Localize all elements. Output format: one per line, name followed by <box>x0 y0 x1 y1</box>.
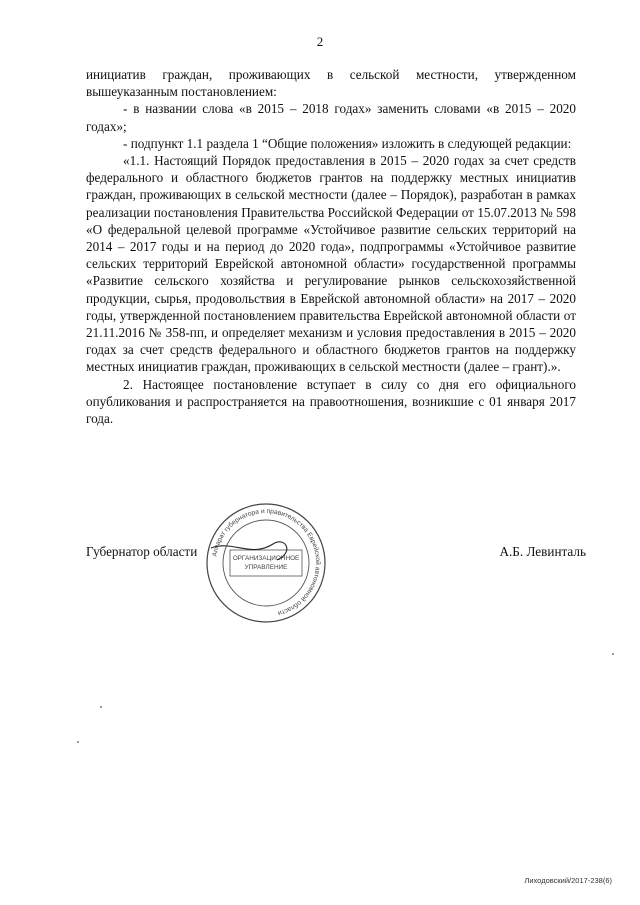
scan-speck <box>612 653 614 655</box>
page-number: 2 <box>316 34 324 49</box>
stamp-center-text: ОРГАНИЗАЦИОННОЕ УПРАВЛЕНИЕ <box>232 555 300 571</box>
paragraph-continuation: инициатив граждан, проживающих в сельской местности, утвержденном вышеуказанным постановлением: <box>86 67 576 100</box>
body-text <box>86 66 576 427</box>
signatory-position: Губернатор области <box>86 544 198 559</box>
paragraph-effective-date: 2. Настоящее постановление вступает в силу со дня его официального опубликования и распространяется на правоотношения, возникшие с 01 января 2017 года. <box>86 376 576 427</box>
paragraph-title-change: - в названии слова «в 2015 – 2018 годах» заменить словами «в 2015 – 2020 годах»; <box>86 101 576 134</box>
stamp-ring-text: Аппарат губернатора и правительства Еврейской автономной области <box>211 507 322 617</box>
document-reference: Лиходовский/2017-238(6) <box>524 876 612 885</box>
paragraph-subsection-change: - подпункт 1.1 раздела 1 “Общие положения» изложить в следующей редакции: <box>123 135 572 151</box>
scan-speck <box>77 741 79 743</box>
official-stamp <box>203 500 329 626</box>
scan-speck <box>100 706 102 708</box>
paragraph-new-wording: «1.1. Настоящий Порядок предоставления в 2015 – 2020 годах за счет средств федерального и областного бюджетов грантов на поддержку местных инициатив граждан, проживающих в сельской местности (далее – Порядок), разработан в рамках реализации постановления Правительства Российской Федерации от 15.07.2013 № 598 «О федеральной целевой программе «Устойчивое развитие сельских территорий на 2014 – 2017 годы и на период до 2020 года», подпрограммы «Устойчивое развитие сельских территорий Еврейской автономной области» государственной программы «Развитие сельского хозяйства и регулирование рынков сельскохозяйственной продукции, сырья, продовольствия в Еврейской автономной области» на 2017 – 2020 годы, утвержденной постановлением правительства Еврейской автономной области от 21.11.2016 № 358-пп, и определяет механизм и условия предоставления в 2015 – 2020 годах за счет средств федерального и областного бюджетов грантов на поддержку местных инициатив граждан, проживающих в сельской местности (далее – грант).». <box>86 153 576 375</box>
signatory-name: А.Б. Левинталь <box>499 544 586 559</box>
